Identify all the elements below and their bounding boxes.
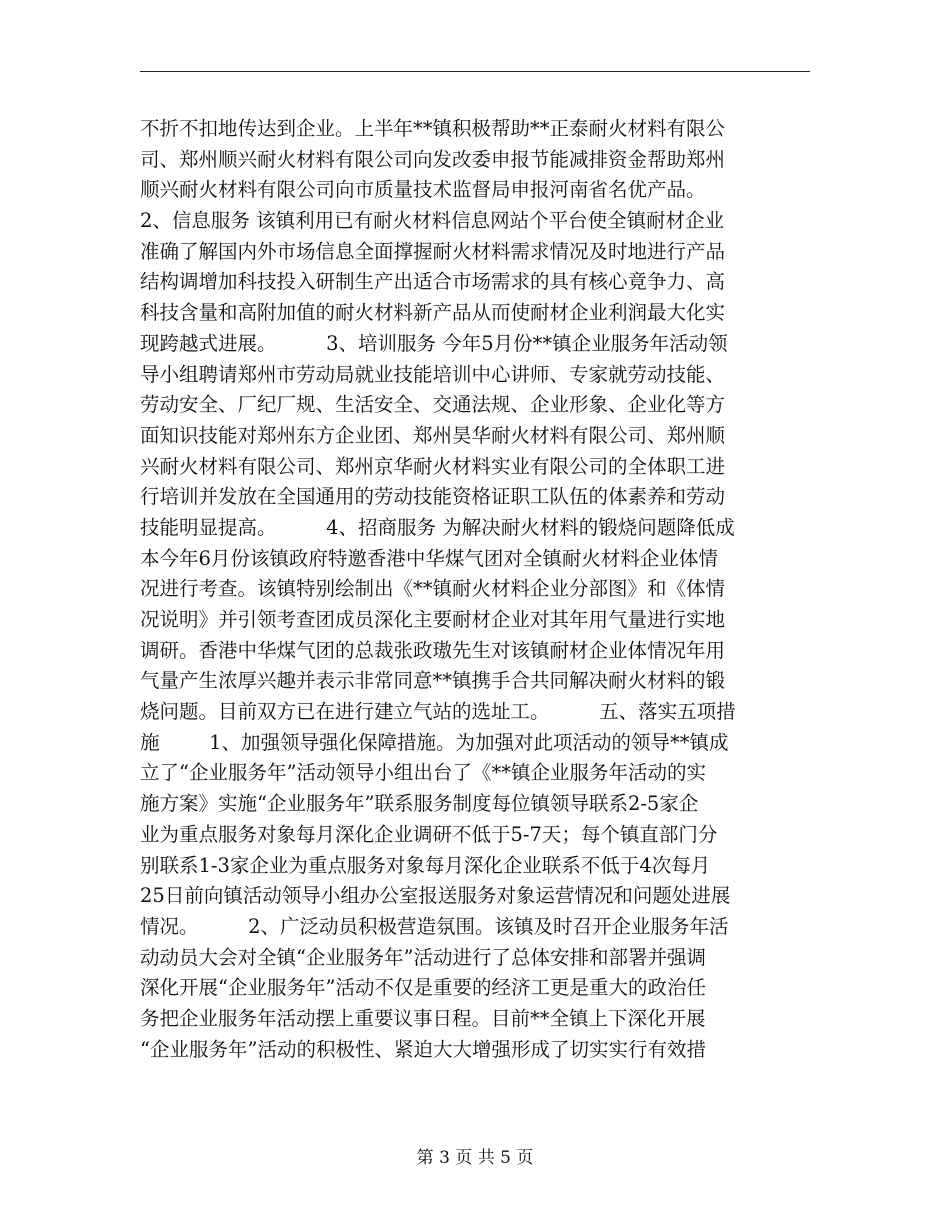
text-line: 科技含量和高附加值的耐火材料新产品从而使耐材企业利润最大化实 [140, 301, 726, 325]
text-line: 施 1、加强领导强化保障措施。为加强对此项活动的领导**镇成 [140, 730, 729, 754]
text-line: 立了“企业服务年”活动领导小组出台了《**镇企业服务年活动的实 [140, 761, 706, 785]
text-line: 况进行考查。该镇特别绘制出《**镇耐火材料企业分部图》和《体情 [140, 577, 726, 601]
text-line: 调研。香港中华煤气团的总裁张政璈先生对该镇耐材企业体情况年用 [140, 638, 726, 662]
text-line: 深化开展“企业服务年”活动不仅是重要的经济工更是重大的政治任 [140, 976, 706, 1000]
text-line: 情况。 2、广泛动员积极营造氛围。该镇及时召开企业服务年活 [140, 914, 729, 938]
text-line: 面知识技能对郑州东方企业团、郑州昊华耐火材料有限公司、郑州顺 [140, 423, 726, 447]
text-line: 结构调增加科技投入研制生产出适合市场需求的具有核心竟争力、高 [140, 270, 726, 294]
text-line: 兴耐火材料有限公司、郑州京华耐火材料实业有限公司的全体职工进 [140, 454, 726, 478]
document-body [140, 114, 812, 1065]
text-line: 烧问题。目前双方已在进行建立气站的选址工。 五、落实五项措 [140, 700, 736, 724]
text-line: 施方案》实施“企业服务年”联系服务制度每位镇领导联系2-5家企 [140, 792, 699, 816]
text-line: 气量产生浓厚兴趣并表示非常同意**镇携手合共同解决耐火材料的锻 [140, 669, 726, 693]
text-line: 25日前向镇活动领导小组办公室报送服务对象运营情况和问题处进展 [140, 884, 731, 908]
text-line: 司、郑州顺兴耐火材料有限公司向发改委申报节能减排资金帮助郑州 [140, 147, 726, 171]
text-line: 别联系1-3家企业为重点服务对象每月深化企业联系不低于4次每月 [140, 853, 711, 877]
page-number-footer: 第 3 页 共 5 页 [416, 1148, 534, 1168]
text-line: 劳动安全、厂纪厂规、生活安全、交通法规、企业形象、企业化等方 [140, 393, 726, 417]
text-line: 准确了解国内外市场信息全面撑握耐火材料需求情况及时地进行产品 [140, 239, 726, 263]
text-line: 导小组聘请郑州市劳动局就业技能培训中心讲师、专家就劳动技能、 [140, 362, 726, 386]
text-line: 况说明》并引领考查团成员深化主要耐材企业对其年用气量进行实地 [140, 608, 726, 631]
text-line: 顺兴耐火材料有限公司向市质量技术监督局申报河南省名优产品。 [140, 178, 706, 202]
text-line: 业为重点服务对象每月深化企业调研不低于5-7天；每个镇直部门分 [140, 822, 718, 846]
text-line: 行培训并发放在全国通用的劳动技能资格证职工队伍的体素养和劳动 [140, 485, 726, 509]
text-line: 务把企业服务年活动摆上重要议事日程。目前**全镇上下深化开展 [140, 1006, 706, 1030]
text-line: 现跨越式进展。 3、培训服务 今年5月份**镇企业服务年活动领 [140, 331, 728, 355]
text-line: 不折不扣地传达到企业。上半年**镇积极帮助**正泰耐火材料有限公 [140, 117, 726, 140]
text-line: 本今年6月份该镇政府特邀香港中华煤气团对全镇耐火材料企业体情 [140, 546, 718, 570]
text-line: 技能明显提高。 4、招商服务 为解决耐火材料的锻烧问题降低成 [140, 515, 735, 539]
text-line: 2、信息服务 该镇利用已有耐火材料信息网站个平台使全镇耐材企业 [140, 209, 725, 233]
text-line: “企业服务年”活动的积极性、紧迫大大增强形成了切实实行有效措 [140, 1037, 706, 1061]
header-rule [140, 71, 810, 72]
text-line: 动动员大会对全镇“企业服务年”活动进行了总体安排和部署并强调 [140, 945, 706, 969]
